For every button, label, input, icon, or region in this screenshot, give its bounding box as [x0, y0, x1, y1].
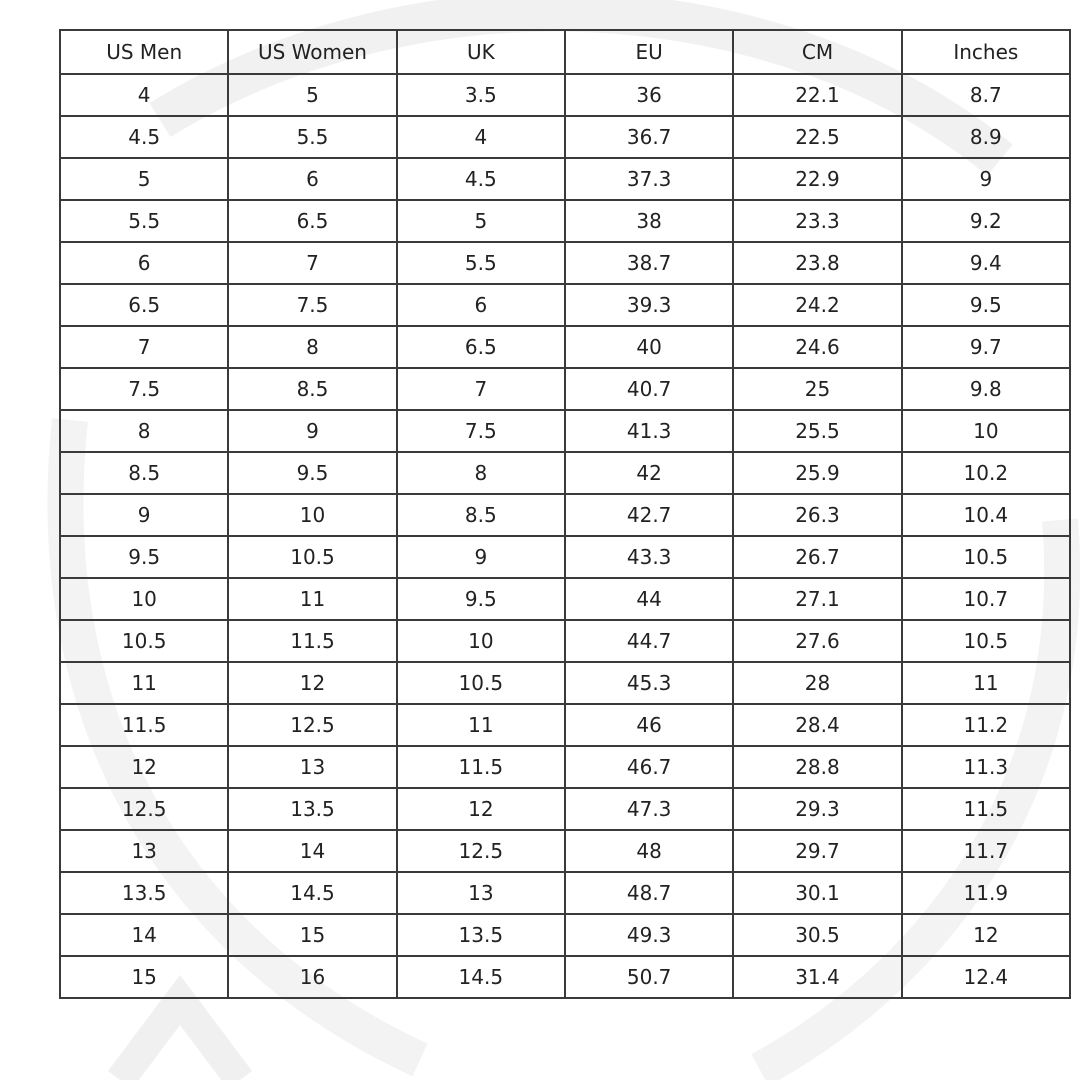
table-cell: 48.7 [565, 872, 733, 914]
table-cell: 42 [565, 452, 733, 494]
table-cell: 8 [397, 452, 565, 494]
table-cell: 13 [397, 872, 565, 914]
table-cell: 44 [565, 578, 733, 620]
table-row [60, 158, 1070, 200]
table-cell: 43.3 [565, 536, 733, 578]
table-cell: 10 [902, 410, 1070, 452]
table-cell: 8 [60, 410, 228, 452]
table-cell: 15 [228, 914, 396, 956]
table-cell: 38 [565, 200, 733, 242]
table-cell: 48 [565, 830, 733, 872]
table-cell: 13 [60, 830, 228, 872]
table-cell: 6 [60, 242, 228, 284]
table-cell: 7 [60, 326, 228, 368]
table-cell: 5.5 [60, 200, 228, 242]
table-cell: 12.4 [902, 956, 1070, 998]
table-row [60, 326, 1070, 368]
table-cell: 7.5 [397, 410, 565, 452]
table-cell: 4.5 [60, 116, 228, 158]
table-cell: 39.3 [565, 284, 733, 326]
table-cell: 25.5 [733, 410, 901, 452]
table-cell: 14 [60, 914, 228, 956]
table-cell: 28.8 [733, 746, 901, 788]
table-cell: 9 [60, 494, 228, 536]
table-cell: 11.5 [902, 788, 1070, 830]
table-cell: 14.5 [397, 956, 565, 998]
table-cell: 6.5 [60, 284, 228, 326]
table-cell: 12.5 [228, 704, 396, 746]
table-cell: 11.7 [902, 830, 1070, 872]
table-cell: 22.9 [733, 158, 901, 200]
table-row [60, 284, 1070, 326]
table-cell: 11 [397, 704, 565, 746]
table-cell: 25 [733, 368, 901, 410]
table-cell: 7 [228, 242, 396, 284]
table-cell: 23.8 [733, 242, 901, 284]
table-cell: 9.2 [902, 200, 1070, 242]
table-row [60, 116, 1070, 158]
table-cell: 50.7 [565, 956, 733, 998]
table-cell: 27.6 [733, 620, 901, 662]
table-cell: 24.6 [733, 326, 901, 368]
table-cell: 9 [228, 410, 396, 452]
table-cell: 10.5 [228, 536, 396, 578]
table-cell: 5.5 [228, 116, 396, 158]
table-cell: 49.3 [565, 914, 733, 956]
table-cell: 22.1 [733, 74, 901, 116]
table-cell: 12.5 [60, 788, 228, 830]
table-cell: 16 [228, 956, 396, 998]
column-header: CM [733, 30, 901, 74]
table-cell: 11.9 [902, 872, 1070, 914]
table-row [60, 620, 1070, 662]
column-header: UK [397, 30, 565, 74]
table-cell: 8.5 [60, 452, 228, 494]
table-cell: 10.5 [397, 662, 565, 704]
table-cell: 8.9 [902, 116, 1070, 158]
table-cell: 45.3 [565, 662, 733, 704]
table-cell: 22.5 [733, 116, 901, 158]
table-cell: 9 [397, 536, 565, 578]
table-cell: 10 [228, 494, 396, 536]
table-cell: 7 [397, 368, 565, 410]
table-row [60, 956, 1070, 998]
table-cell: 13 [228, 746, 396, 788]
table-cell: 41.3 [565, 410, 733, 452]
table-cell: 29.3 [733, 788, 901, 830]
table-cell: 40 [565, 326, 733, 368]
table-cell: 9 [902, 158, 1070, 200]
table-cell: 42.7 [565, 494, 733, 536]
table-cell: 5.5 [397, 242, 565, 284]
column-header: US Men [60, 30, 228, 74]
table-cell: 46.7 [565, 746, 733, 788]
table-cell: 11 [902, 662, 1070, 704]
table-row [60, 662, 1070, 704]
table-cell: 9.5 [902, 284, 1070, 326]
table-cell: 11.5 [228, 620, 396, 662]
table-cell: 26.7 [733, 536, 901, 578]
table-row [60, 872, 1070, 914]
table-cell: 46 [565, 704, 733, 746]
table-cell: 8 [228, 326, 396, 368]
table-cell: 9.5 [397, 578, 565, 620]
table-cell: 9.7 [902, 326, 1070, 368]
table-cell: 47.3 [565, 788, 733, 830]
table-cell: 28.4 [733, 704, 901, 746]
table-cell: 9.8 [902, 368, 1070, 410]
table-cell: 12 [902, 914, 1070, 956]
table-cell: 5 [228, 74, 396, 116]
table-cell: 30.5 [733, 914, 901, 956]
table-cell: 11 [228, 578, 396, 620]
table-cell: 12 [228, 662, 396, 704]
table-row [60, 368, 1070, 410]
shoe-size-conversion-table [59, 29, 1071, 999]
table-cell: 9.5 [60, 536, 228, 578]
table-row [60, 830, 1070, 872]
table-cell: 11.3 [902, 746, 1070, 788]
table-row [60, 410, 1070, 452]
table-cell: 14.5 [228, 872, 396, 914]
table-cell: 4 [397, 116, 565, 158]
table-cell: 4 [60, 74, 228, 116]
table-row [60, 704, 1070, 746]
table-cell: 6.5 [228, 200, 396, 242]
table-cell: 10.7 [902, 578, 1070, 620]
table-row [60, 74, 1070, 116]
table-cell: 10 [60, 578, 228, 620]
table-cell: 44.7 [565, 620, 733, 662]
column-header: US Women [228, 30, 396, 74]
table-cell: 13.5 [60, 872, 228, 914]
table-cell: 28 [733, 662, 901, 704]
table-row [60, 200, 1070, 242]
table-header-row [60, 30, 1070, 74]
table-row [60, 452, 1070, 494]
table-cell: 10 [397, 620, 565, 662]
table-body [60, 74, 1070, 998]
table-row [60, 746, 1070, 788]
table-cell: 12 [60, 746, 228, 788]
table-cell: 10.4 [902, 494, 1070, 536]
table-cell: 6.5 [397, 326, 565, 368]
table-cell: 8.5 [397, 494, 565, 536]
table-cell: 36.7 [565, 116, 733, 158]
table-cell: 24.2 [733, 284, 901, 326]
table-cell: 5 [60, 158, 228, 200]
table-cell: 36 [565, 74, 733, 116]
table-cell: 11.2 [902, 704, 1070, 746]
table-cell: 38.7 [565, 242, 733, 284]
table-row [60, 578, 1070, 620]
table-cell: 13.5 [397, 914, 565, 956]
table-cell: 7.5 [60, 368, 228, 410]
column-header: Inches [902, 30, 1070, 74]
table-cell: 26.3 [733, 494, 901, 536]
table-row [60, 242, 1070, 284]
table-cell: 10.2 [902, 452, 1070, 494]
table-cell: 6 [228, 158, 396, 200]
table-row [60, 788, 1070, 830]
table-cell: 12 [397, 788, 565, 830]
table-cell: 8.5 [228, 368, 396, 410]
table-cell: 30.1 [733, 872, 901, 914]
table-cell: 12.5 [397, 830, 565, 872]
table-cell: 10.5 [902, 620, 1070, 662]
table-cell: 11.5 [60, 704, 228, 746]
table-cell: 31.4 [733, 956, 901, 998]
table-cell: 13.5 [228, 788, 396, 830]
table-cell: 25.9 [733, 452, 901, 494]
table-cell: 3.5 [397, 74, 565, 116]
table-cell: 10.5 [60, 620, 228, 662]
table-cell: 8.7 [902, 74, 1070, 116]
table-cell: 15 [60, 956, 228, 998]
table-row [60, 536, 1070, 578]
table-cell: 40.7 [565, 368, 733, 410]
table-cell: 5 [397, 200, 565, 242]
table-cell: 23.3 [733, 200, 901, 242]
table-cell: 11 [60, 662, 228, 704]
table-cell: 9.4 [902, 242, 1070, 284]
table-cell: 37.3 [565, 158, 733, 200]
table-cell: 14 [228, 830, 396, 872]
table-cell: 10.5 [902, 536, 1070, 578]
table-cell: 9.5 [228, 452, 396, 494]
table-cell: 11.5 [397, 746, 565, 788]
table-row [60, 494, 1070, 536]
table-cell: 27.1 [733, 578, 901, 620]
table-cell: 4.5 [397, 158, 565, 200]
table-cell: 29.7 [733, 830, 901, 872]
table-cell: 6 [397, 284, 565, 326]
table-cell: 7.5 [228, 284, 396, 326]
table-row [60, 914, 1070, 956]
column-header: EU [565, 30, 733, 74]
